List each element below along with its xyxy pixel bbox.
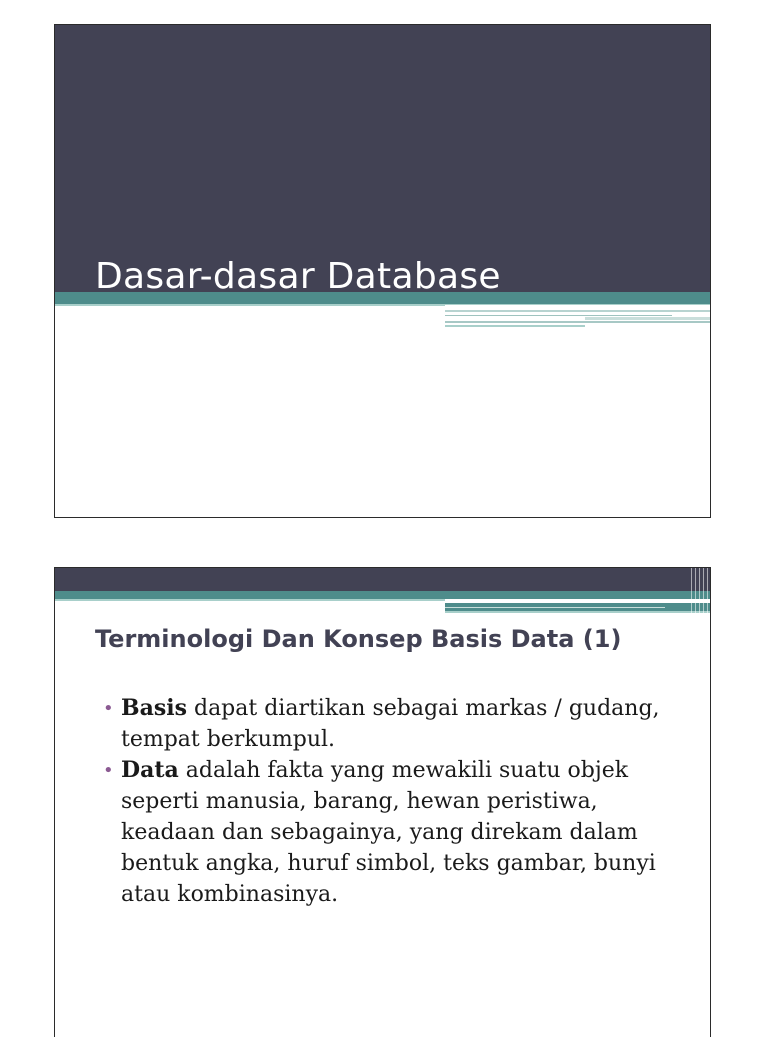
accent-line bbox=[445, 321, 711, 323]
accent-line bbox=[445, 611, 711, 613]
bullet-term: Data bbox=[121, 757, 179, 783]
accent-line bbox=[585, 317, 711, 320]
accent-line bbox=[445, 310, 711, 312]
bullet-text: dapat diartikan sebagai markas / gudang, tempat berkumpul. bbox=[121, 696, 660, 752]
bullet-text: adalah fakta yang mewakili suatu objek seperti manusia, barang, hewan peristiwa, keadaan dan sebagainya, yang direkam dalam bentuk angka, huruf simbol, teks gambar, bunyi atau kombinasinya. bbox=[121, 758, 656, 907]
accent-line bbox=[445, 305, 711, 307]
slide-title: Terminologi Dan Konsep Basis Data (1) bbox=[95, 625, 622, 653]
bullet-term: Basis bbox=[121, 695, 187, 721]
accent-line bbox=[445, 607, 665, 608]
accent-line bbox=[445, 325, 585, 327]
title-slide bbox=[54, 24, 711, 518]
bullet-icon: • bbox=[103, 698, 114, 719]
teal-accent-band bbox=[55, 591, 710, 599]
content-slide-header-bar bbox=[55, 568, 710, 591]
accent-line bbox=[445, 599, 711, 601]
list-item bbox=[103, 693, 663, 755]
content-slide bbox=[54, 567, 711, 1037]
title-slide-header-panel bbox=[55, 25, 710, 293]
bullet-list bbox=[103, 693, 663, 910]
slide-title: Dasar-dasar Database bbox=[95, 256, 501, 297]
decorative-stripes bbox=[691, 568, 711, 613]
accent-line bbox=[445, 315, 672, 316]
bullet-icon: • bbox=[103, 760, 114, 781]
list-item bbox=[103, 755, 663, 910]
